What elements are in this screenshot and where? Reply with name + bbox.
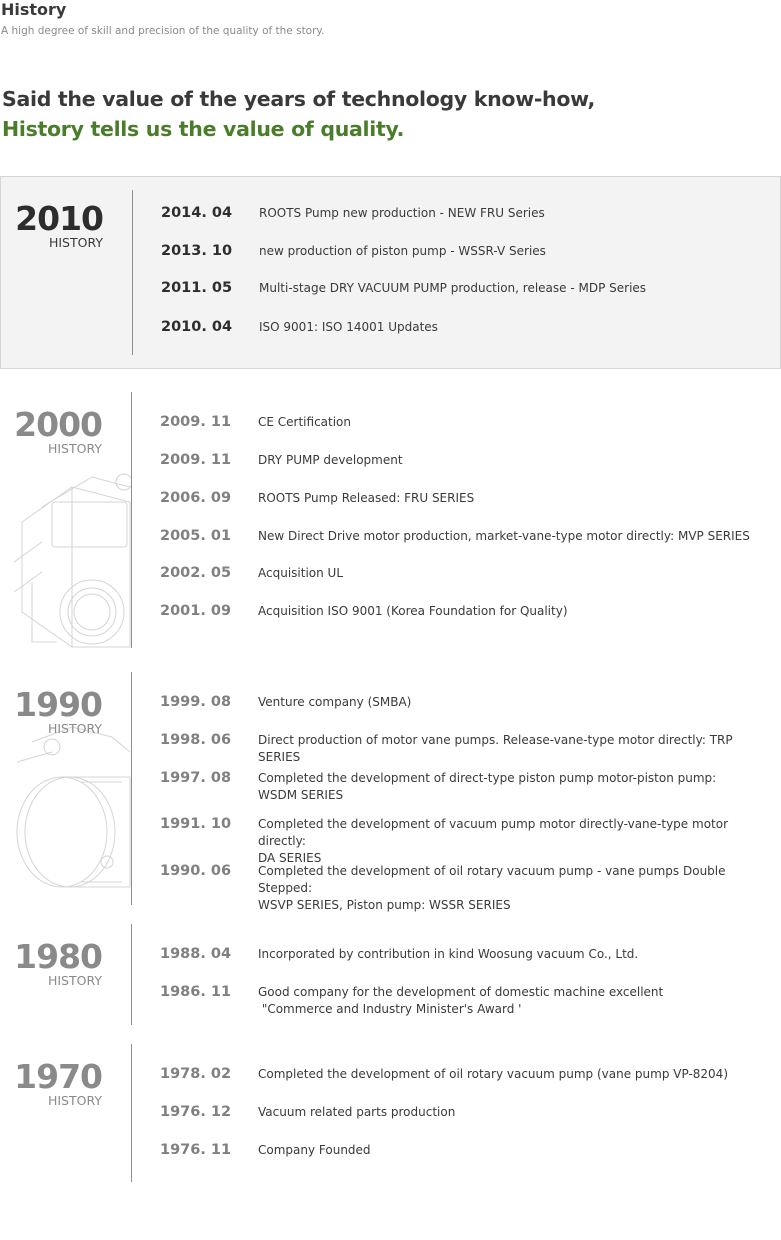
entry-text — [258, 863, 778, 914]
entry-text: new production of piston pump - WSSR-V Series — [259, 244, 546, 258]
decade-year-box — [0, 937, 102, 988]
decade-label: HISTORY — [47, 973, 102, 988]
decade-year-box — [0, 1057, 102, 1108]
decade-section-2000 — [0, 392, 781, 648]
entry-text: DRY PUMP development — [258, 453, 403, 467]
headline-line-2: History tells us the value of quality. — [2, 117, 405, 141]
entry-text-line-1: Completed the development of direct-type piston pump motor-piston pump: — [258, 771, 717, 785]
pump-illustration-icon — [12, 442, 132, 648]
decade-year-box — [0, 405, 102, 456]
entry-date: 2001. 09 — [160, 603, 232, 619]
entry-text-line-1: Good company for the development of domestic machine excellent — [258, 985, 664, 999]
pump-illustration-icon — [12, 722, 132, 902]
page-title: History — [1, 0, 67, 19]
entry-text-line-2: WSVP SERIES, Piston pump: WSSR SERIES — [258, 898, 511, 912]
decade-section-1980 — [0, 924, 781, 1025]
entry-date: 1986. 11 — [160, 984, 232, 1000]
entry-date: 1976. 11 — [160, 1142, 232, 1158]
entry-text: Direct production of motor vane pumps. Release-vane-type motor directly: TRP SERIES — [258, 733, 733, 764]
entry-text — [258, 984, 778, 1018]
entry-date: 1988. 04 — [160, 946, 232, 962]
decade-year: 2010 — [15, 199, 103, 238]
entry-date: 1990. 06 — [160, 863, 232, 879]
timeline-divider — [131, 392, 132, 648]
decade-year-box — [0, 685, 102, 736]
headline-line-1: Said the value of the years of technology know-how, — [2, 87, 595, 111]
entry-text: Multi-stage DRY VACUUM PUMP production, release - MDP Series — [259, 281, 647, 295]
entry-date: 2010. 04 — [161, 319, 233, 335]
entry-date: 2013. 10 — [161, 243, 233, 259]
entry-text: CE Certification — [258, 415, 352, 429]
entry-text: Incorporated by contribution in kind Woosung vacuum Co., Ltd. — [258, 947, 639, 961]
decade-section-1970 — [0, 1044, 781, 1182]
timeline-divider — [132, 190, 133, 355]
timeline-divider — [131, 1044, 132, 1182]
decade-label: HISTORY — [47, 721, 102, 736]
entry-text — [258, 770, 778, 804]
entry-date: 1998. 06 — [160, 732, 232, 748]
entry-date: 2011. 05 — [161, 280, 233, 296]
entry-date: 1991. 10 — [160, 816, 232, 832]
entry-date: 1999. 08 — [160, 694, 232, 710]
decade-year: 1990 — [14, 685, 102, 724]
entry-date: 2002. 05 — [160, 565, 232, 581]
decade-label: HISTORY — [47, 1093, 102, 1108]
headline — [2, 84, 595, 144]
entry-date: 2009. 11 — [160, 452, 232, 468]
entry-text: New Direct Drive motor production, market-vane-type motor directly: MVP SERIES — [258, 529, 750, 543]
decade-label: HISTORY — [47, 441, 102, 456]
entry-text-line-2: "Commerce and Industry Minister's Award ' — [258, 1002, 522, 1016]
entry-text-line-2: WSDM SERIES — [258, 788, 344, 802]
decade-section-1990 — [0, 672, 781, 912]
entry-text: Vacuum related parts production — [258, 1105, 456, 1119]
entry-text: ROOTS Pump new production - NEW FRU Series — [259, 206, 545, 220]
entry-text-line-1: Completed the development of oil rotary vacuum pump - vane pumps Double Stepped: — [258, 864, 726, 895]
entry-text — [258, 816, 778, 867]
entry-text: ROOTS Pump Released: FRU SERIES — [258, 491, 475, 505]
entry-date: 1978. 02 — [160, 1066, 232, 1082]
timeline-divider — [131, 924, 132, 1025]
entry-text: Acquisition UL — [258, 566, 344, 580]
decade-section-2010 — [0, 176, 781, 369]
entry-date: 2014. 04 — [161, 205, 233, 221]
decade-year: 1970 — [14, 1057, 102, 1096]
page-subtitle: A high degree of skill and precision of the quality of the story. — [1, 25, 325, 37]
decade-year: 2000 — [14, 405, 102, 444]
entry-date: 2009. 11 — [160, 414, 232, 430]
decade-year-box — [1, 199, 103, 250]
entry-text-line-1: Completed the development of vacuum pump motor directly-vane-type motor directly: — [258, 817, 729, 848]
entry-text: Venture company (SMBA) — [258, 695, 412, 709]
entry-date: 2005. 01 — [160, 528, 232, 544]
entry-text-line-2: DA SERIES — [258, 851, 322, 865]
decade-year: 1980 — [14, 937, 102, 976]
entry-text: Acquisition ISO 9001 (Korea Foundation for Quality) — [258, 604, 568, 618]
entry-date: 2006. 09 — [160, 490, 232, 506]
entry-date: 1997. 08 — [160, 770, 232, 786]
timeline-divider — [131, 672, 132, 905]
entry-date: 1976. 12 — [160, 1104, 232, 1120]
decade-label: HISTORY — [48, 235, 103, 250]
entry-text: Company Founded — [258, 1143, 371, 1157]
entry-text: Completed the development of oil rotary vacuum pump (vane pump VP-8204) — [258, 1067, 728, 1081]
entry-text: ISO 9001: ISO 14001 Updates — [259, 320, 438, 334]
